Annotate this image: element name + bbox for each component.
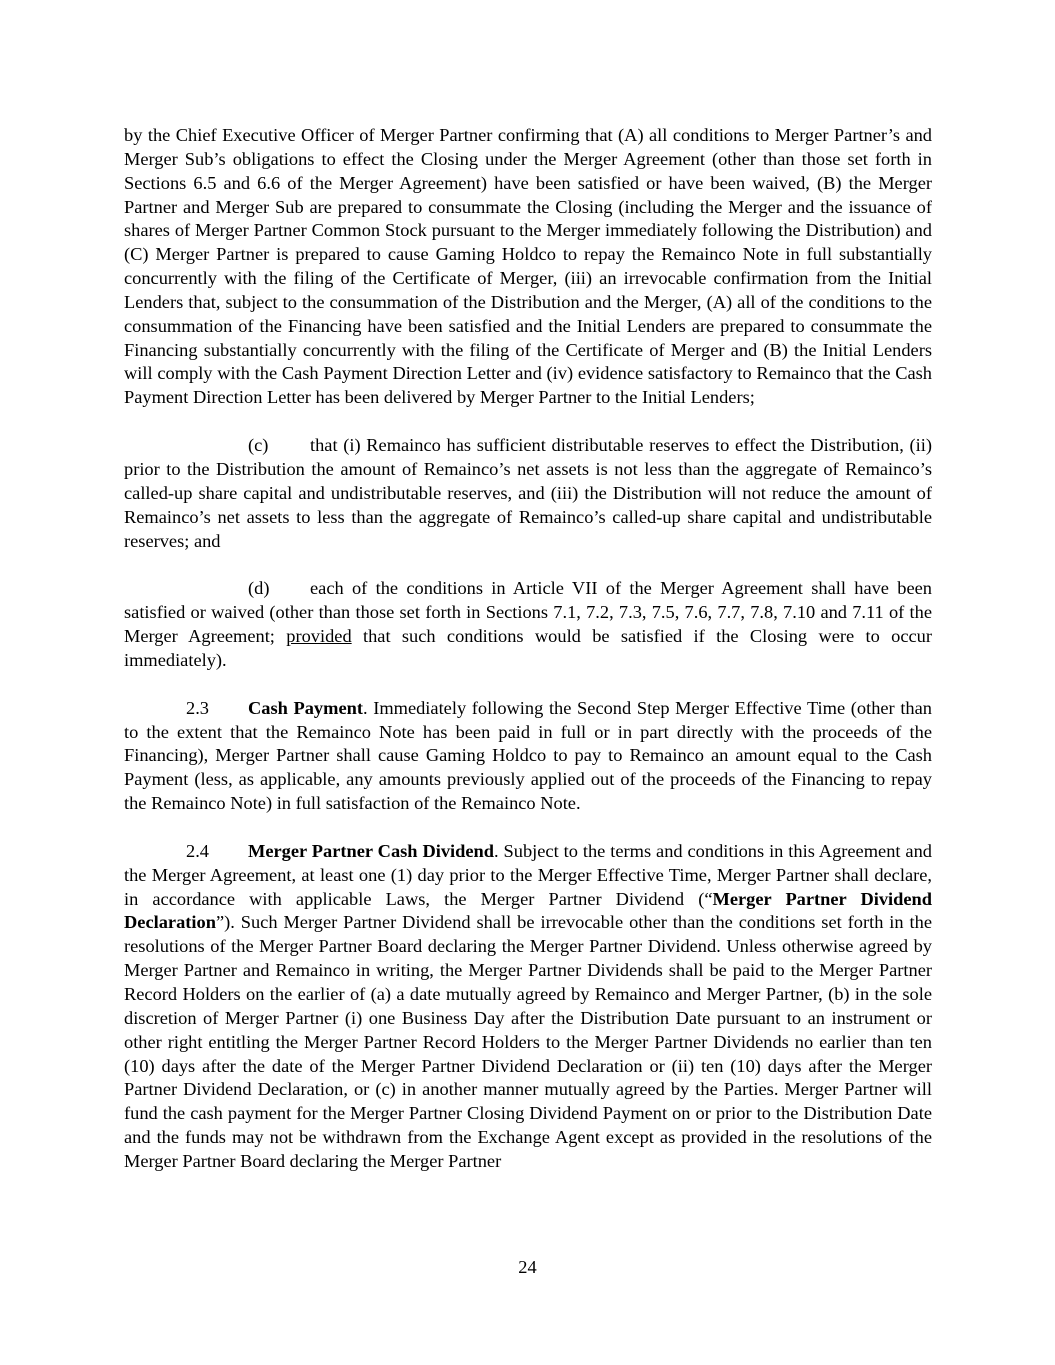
defined-term: Merger Partner Dividend Declaration (124, 888, 933, 933)
clause-label: (c) (248, 435, 269, 456)
section-text: . Subject to the terms and conditions in this Agreement and the Merger Agreement, at least one (1) day prior to the Merger Effective Time, Merger Partner shall declare, in accordance with applicable Laws, the Merger Partner Dividend (“ (124, 840, 932, 909)
clause-d (124, 577, 932, 672)
page-number: 24 (518, 1257, 537, 1277)
clause-label: (d) (248, 578, 270, 599)
section-number: 2.4 (186, 840, 209, 861)
document-page (124, 124, 932, 1198)
section-text: . Immediately following the Second Step Merger Effective Time (other than to the extent that the Remainco Note has been paid in full or in part directly with the proceeds of the Financing), Merger Partner shall cause Gaming Holdco to pay to Remainco an amount equal to the Cash Payment (less, as applicable, any amounts previously applied out of the proceeds of the Financing to repay the Remainco Note) in full satisfaction of the Remainco Note. (124, 697, 932, 814)
paragraph-text: by the Chief Executive Officer of Merger Partner confirming that (A) all conditions to Merger Partner’s and Merger Sub’s obligations to effect the Closing under the Merger Agreement (other than those set forth in Sections 6.5 and 6.6 of the Merger Agreement) have been satisfied or have been waived, (B) the Merger Partner and Merger Sub are prepared to consummate the Closing (including the Merger and the issuance of shares of Merger Partner Common Stock pursuant to the Merger immediately following the Distribution) and (C) Merger Partner is prepared to cause Gaming Holdco to repay the Remainco Note in full substantially concurrently with the filing of the Certificate of Merger, (iii) an irrevocable confirmation from the Initial Lenders that, subject to the consummation of the Distribution and the Merger, (A) all of the conditions to the consummation of the Financing have been satisfied and the Initial Lenders are prepared to consummate the Financing substantially concurrently with the filing of the Certificate of Merger and (B) the Initial Lenders will comply with the Cash Payment Direction Letter and (iv) evidence satisfactory to Remainco that the Cash Payment Direction Letter has been delivered by Merger Partner to the Initial Lenders; (124, 125, 932, 408)
section-text: ”). Such Merger Partner Dividend shall be irrevocable other than the conditions set forth in the resolutions of the Merger Partner Board declaring the Merger Partner Dividend. Unless otherwise agreed by Merger Partner and Remainco in writing, the Merger Partner Dividends shall be paid to the Merger Partner Record Holders on the earlier of (a) a date mutually agreed by Remainco and Merger Partner, (b) in the sole discretion of Merger Partner (i) one Business Day after the Distribution Date pursuant to an instrument or other right entitling the Merger Partner Record Holders to the Merger Partner Dividends no earlier than ten (10) days after the date of the Merger Partner Dividend Declaration or (ii) ten (10) days after the Merger Partner Dividend Declaration, or (c) in another manner mutually agreed by the Parties. Merger Partner will fund the cash payment for the Merger Partner Closing Dividend Payment on or prior to the Distribution Date and the funds may not be withdrawn from the Exchange Agent except as provided in the resolutions of the Merger Partner Board declaring the Merger Partner (124, 912, 932, 1171)
section-2-4 (124, 840, 932, 1174)
section-2-3 (124, 697, 932, 816)
section-heading: Merger Partner Cash Dividend (248, 840, 494, 861)
section-heading: Cash Payment (248, 697, 363, 718)
paragraph-continuation (124, 124, 932, 410)
section-number: 2.3 (186, 697, 209, 718)
clause-text: that such conditions would be satisfied if the Closing were to occur immediately). (124, 626, 933, 670)
clause-text: each of the conditions in Article VII of the Merger Agreement shall have been satisfied or waived (other than those set forth in Sections 7.1, 7.2, 7.3, 7.5, 7.6, 7.7, 7.8, 7.10 and 7.11 of the Merger Agreement; (124, 578, 932, 647)
clause-text: that (i) Remainco has sufficient distributable reserves to effect the Distribution, (ii) prior to the Distribution the amount of Remainco’s net assets is not less than the aggregate of Remainco’s called-up share capital and undistributable reserves, and (iii) the Distribution will not reduce the amount of Remainco’s net assets to less than the aggregate of Remainco’s called-up share capital and undistributable reserves; and (124, 435, 932, 551)
underlined-term: provided (286, 626, 352, 647)
clause-c (124, 434, 932, 553)
